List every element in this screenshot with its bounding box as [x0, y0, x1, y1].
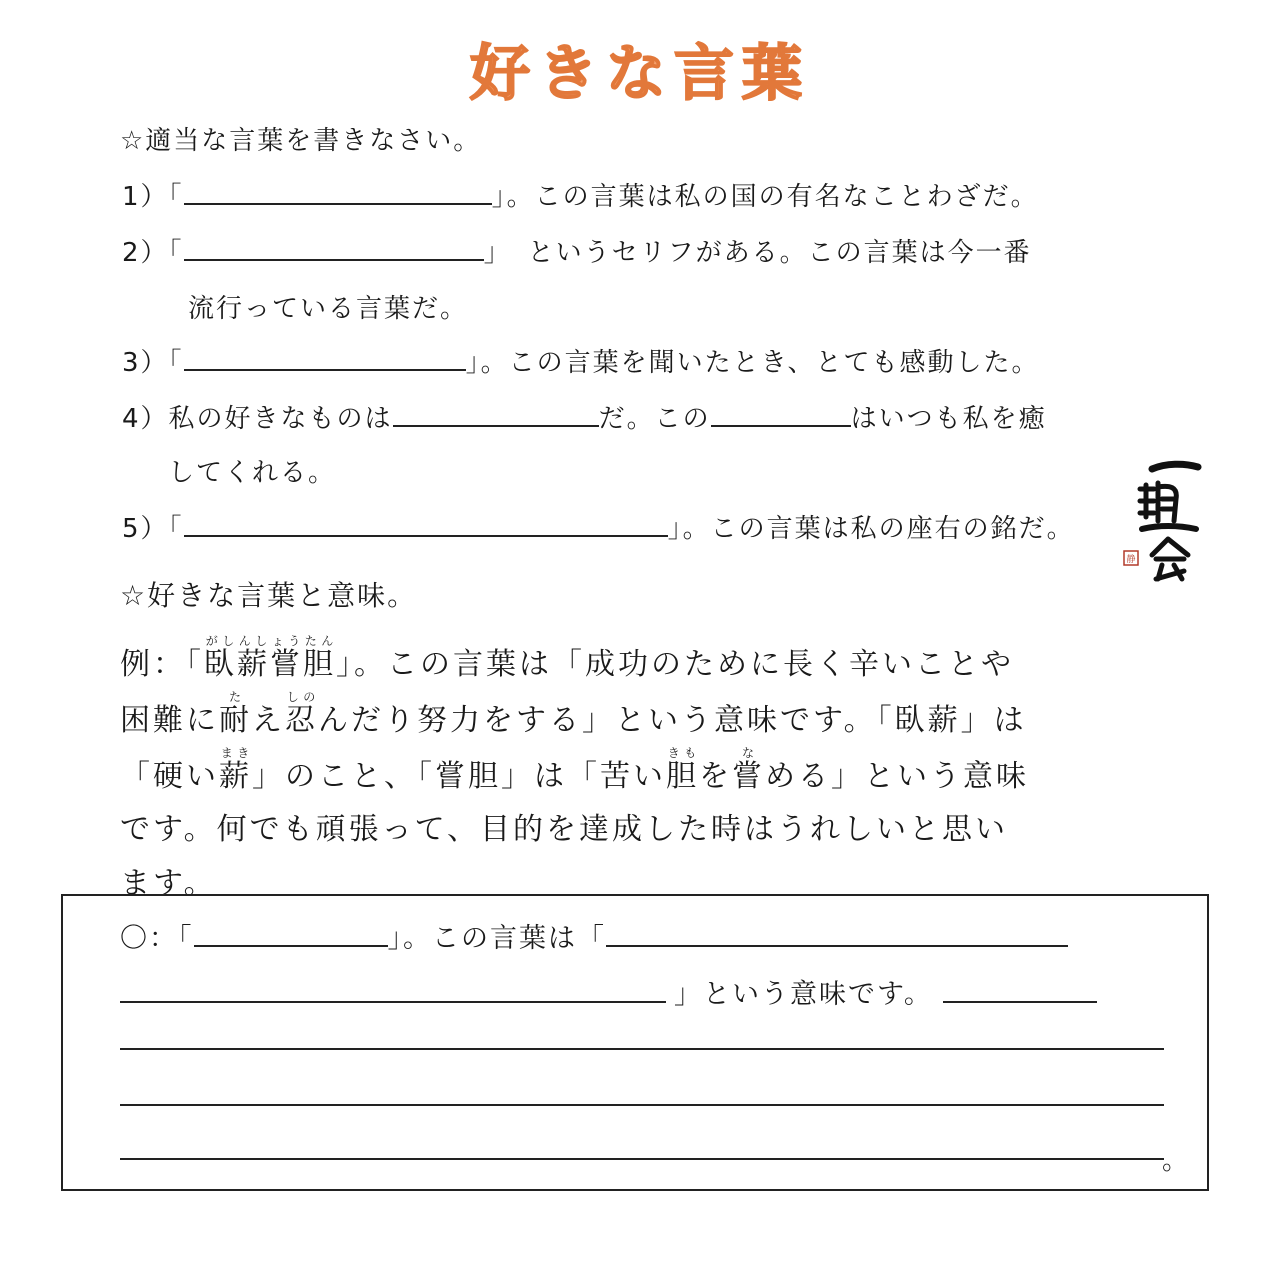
answer-reason-line-4[interactable] — [120, 1158, 1164, 1160]
q1-blank[interactable] — [184, 181, 492, 205]
q5-open-bracket: 「 — [168, 514, 184, 544]
example-line-5: ます。 — [120, 866, 217, 901]
q3-open-bracket: 「 — [168, 348, 184, 378]
answer-reason-line-2[interactable] — [120, 1048, 1164, 1050]
q4-number: 4） — [122, 404, 169, 434]
answer-line-2-close: 」という意味です。 — [674, 979, 933, 1010]
answer-meaning-blank-1[interactable] — [606, 923, 1068, 947]
section1-heading: ☆適当な言葉を書きなさい。 — [120, 126, 482, 156]
answer-reason-blank-1[interactable] — [943, 979, 1097, 1003]
q3-blank[interactable] — [184, 347, 466, 371]
q1-close-bracket: 」。 — [491, 182, 535, 212]
ruby-na: 嘗な — [732, 746, 765, 794]
q4-blank-2[interactable] — [711, 403, 851, 427]
example-word: 臥薪嘗胆がしんしょうたん — [204, 634, 336, 682]
example-prefix: 例：「 — [120, 647, 204, 682]
q5-blank[interactable] — [184, 513, 668, 537]
example-line-4: です。何でも頑張って、目的を達成した時はうれしいと思い — [120, 812, 1008, 847]
ruby-shino: 忍しの — [285, 690, 318, 738]
q4-text-b: だ。この — [598, 404, 711, 434]
q3-text: この言葉を聞いたとき、とても感動した。 — [508, 348, 1040, 378]
question-1 — [122, 176, 1039, 213]
q5-close-bracket: 」。 — [667, 514, 711, 544]
q2-open-bracket: 「 — [168, 238, 184, 268]
q4-text-c: はいつも私を癒 — [850, 404, 1047, 434]
answer-word-blank[interactable] — [194, 923, 388, 947]
q3-close-bracket: 」。 — [465, 348, 509, 378]
q5-number: 5） — [122, 514, 169, 544]
q2-blank[interactable] — [184, 237, 484, 261]
answer-reason-line-3[interactable] — [120, 1104, 1164, 1106]
q1-text: この言葉は私の国の有名なことわざだ。 — [534, 182, 1039, 212]
q4-blank-1[interactable] — [393, 403, 599, 427]
example-line-2: 困難に耐たえ忍しのんだり努力をする」という意味です。「臥薪」は — [120, 690, 1027, 738]
ruby-tae: 耐た — [219, 690, 252, 738]
question-4 — [122, 398, 1047, 435]
q2-text: というセリフがある。この言葉は今一番 — [527, 238, 1032, 268]
seal-stamp: 静 — [1126, 555, 1136, 565]
example-line-1-rest: 」。この言葉は「成功のために長く辛いことや — [336, 647, 1014, 682]
answer-prefix: 〇：「 — [120, 923, 194, 954]
answer-end-mark: 。 — [1162, 1146, 1191, 1176]
q1-open-bracket: 「 — [168, 182, 184, 212]
section2-heading: ☆好きな言葉と意味。 — [120, 579, 418, 612]
ruby-kimo: 胆きも — [666, 746, 699, 794]
example-line-1 — [120, 634, 1014, 683]
ichigo-ichie-calligraphy-logo — [1118, 455, 1202, 585]
q4-continuation: してくれる。 — [168, 458, 337, 488]
answer-line-1 — [120, 916, 1068, 955]
example-line-3: 「硬い薪まき」のこと、「嘗胆」は「苦い胆きもを嘗なめる」という意味 — [120, 746, 1029, 794]
q1-number: 1） — [122, 182, 169, 212]
q2-continuation: 流行っている言葉だ。 — [188, 294, 469, 324]
q3-number: 3） — [122, 348, 169, 378]
q2-number: 2） — [122, 238, 169, 268]
q2-close-bracket: 」 — [483, 238, 512, 268]
question-2 — [122, 232, 1032, 269]
answer-line-1-close: 」。この言葉は「 — [387, 923, 606, 954]
ruby-maki: 薪まき — [219, 746, 252, 794]
answer-line-2 — [120, 972, 1097, 1011]
q5-text: この言葉は私の座右の銘だ。 — [710, 514, 1075, 544]
question-3 — [122, 342, 1040, 379]
page-title: 好きな言葉 — [470, 39, 810, 109]
question-5 — [122, 508, 1075, 545]
example-word-ruby: がしんしょうたん — [204, 634, 336, 648]
q4-text-a: 私の好きなものは — [168, 404, 393, 434]
answer-meaning-blank-2[interactable] — [120, 979, 666, 1003]
